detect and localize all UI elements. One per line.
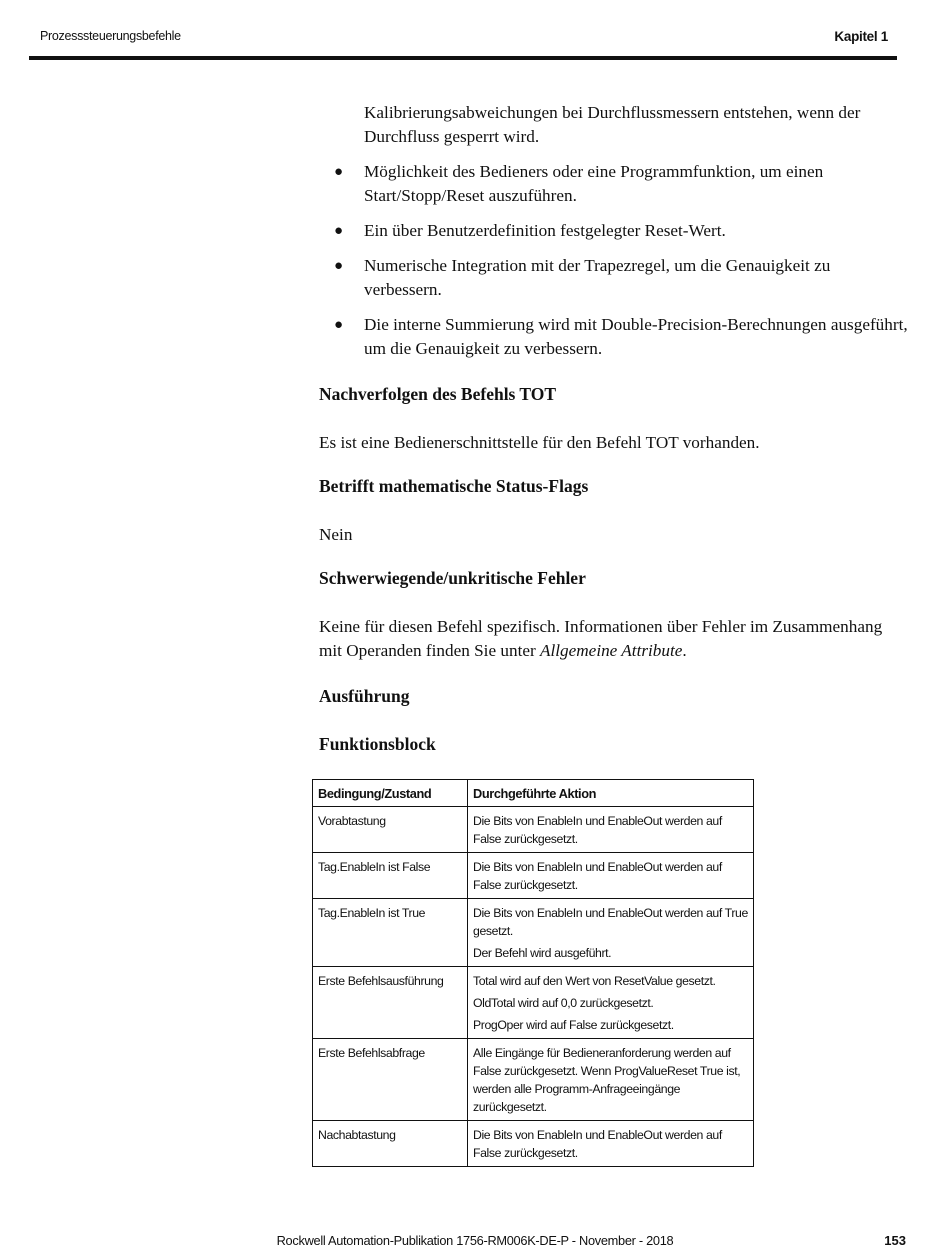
- heading-execution: Ausführung: [319, 686, 410, 706]
- list-item: [319, 160, 909, 208]
- heading-monitoring: Nachverfolgen des Befehls TOT: [319, 384, 557, 404]
- heading-faults: Schwerwiegende/unkritische Fehler: [319, 568, 586, 588]
- page-number: 153: [884, 1233, 906, 1248]
- action-cell: [468, 967, 754, 1039]
- list-item-text: Möglichkeit des Bedieners oder eine Programmfunktion, um einen Start/Stopp/Reset auszuführen.: [364, 162, 824, 205]
- list-item-text: Numerische Integration mit der Trapezregel, um die Genauigkeit zu verbessern.: [364, 256, 831, 299]
- faults-text: [319, 615, 909, 663]
- action-cell: [468, 853, 754, 899]
- faults-text-main: Keine für diesen Befehl spezifisch. Informationen über Fehler im Zusammenhang mit Operanden finden Sie unter: [319, 617, 883, 660]
- action-cell: [468, 1039, 754, 1121]
- table-row: [313, 853, 754, 899]
- table-row: [313, 967, 754, 1039]
- header-rule: [29, 56, 897, 60]
- running-header-chapter: Kapitel 1: [834, 29, 888, 44]
- condition-cell: Erste Befehlsabfrage: [313, 1039, 468, 1121]
- bullet-continuation: Kalibrierungsabweichungen bei Durchflussmessern entstehen, wenn der Durchfluss gesperrt wird.: [364, 103, 861, 146]
- general-attributes-link[interactable]: Allgemeine Attribute: [540, 641, 683, 660]
- column-header-action: Durchgeführte Aktion: [468, 780, 754, 807]
- footer-publication: Rockwell Automation-Publikation 1756-RM006K-DE-P - November - 2018: [276, 1233, 674, 1248]
- list-item: [319, 313, 909, 361]
- action-line: ProgOper wird auf False zurückgesetzt.: [473, 1018, 674, 1032]
- action-line: OldTotal wird auf 0,0 zurückgesetzt.: [473, 996, 654, 1010]
- execution-table: [312, 779, 754, 1167]
- bullet-icon: ●: [334, 258, 344, 274]
- action-line: Die Bits von EnableIn und EnableOut werden auf False zurückgesetzt.: [473, 860, 722, 892]
- action-line: Total wird auf den Wert von ResetValue gesetzt.: [473, 974, 716, 988]
- faults-text-end: .: [682, 641, 687, 660]
- condition-cell: Vorabtastung: [313, 807, 468, 853]
- action-line: Der Befehl wird ausgeführt.: [473, 946, 612, 960]
- bullet-icon: ●: [334, 317, 344, 333]
- heading-function-block: Funktionsblock: [319, 734, 436, 754]
- action-cell: [468, 807, 754, 853]
- list-item: [319, 254, 909, 302]
- bullet-icon: ●: [334, 164, 344, 180]
- action-line: Die Bits von EnableIn und EnableOut werden auf True gesetzt.: [473, 906, 748, 938]
- table-row: [313, 1039, 754, 1121]
- math-flags-text: Nein: [319, 525, 353, 544]
- list-item-text: Ein über Benutzerdefinition festgelegter Reset-Wert.: [364, 221, 726, 240]
- condition-cell: Tag.EnableIn ist True: [313, 899, 468, 967]
- action-line: Alle Eingänge für Bedieneranforderung werden auf False zurückgesetzt. Wenn ProgValueReset True ist, werden alle Programm-Anfrageeingänge zurückgesetzt.: [473, 1046, 741, 1114]
- action-cell: [468, 1121, 754, 1167]
- condition-cell: Tag.EnableIn ist False: [313, 853, 468, 899]
- table-row: [313, 807, 754, 853]
- table-row: [313, 1121, 754, 1167]
- table-header-row: [313, 780, 754, 807]
- monitoring-text: Es ist eine Bedienerschnittstelle für den Befehl TOT vorhanden.: [319, 433, 760, 452]
- feature-list: [319, 160, 909, 372]
- condition-cell: Erste Befehlsausführung: [313, 967, 468, 1039]
- bullet-icon: ●: [334, 223, 344, 239]
- table-row: [313, 899, 754, 967]
- running-header-section: Prozesssteuerungsbefehle: [40, 29, 181, 43]
- list-item-text: Die interne Summierung wird mit Double-Precision-Berechnungen ausgeführt, um die Genauigkeit zu verbessern.: [364, 315, 908, 358]
- action-cell: [468, 899, 754, 967]
- list-item: [319, 219, 909, 243]
- condition-cell: Nachabtastung: [313, 1121, 468, 1167]
- action-line: Die Bits von EnableIn und EnableOut werden auf False zurückgesetzt.: [473, 814, 722, 846]
- column-header-condition: Bedingung/Zustand: [313, 780, 468, 807]
- action-line: Die Bits von EnableIn und EnableOut werden auf False zurückgesetzt.: [473, 1128, 722, 1160]
- heading-math-flags: Betrifft mathematische Status-Flags: [319, 476, 589, 496]
